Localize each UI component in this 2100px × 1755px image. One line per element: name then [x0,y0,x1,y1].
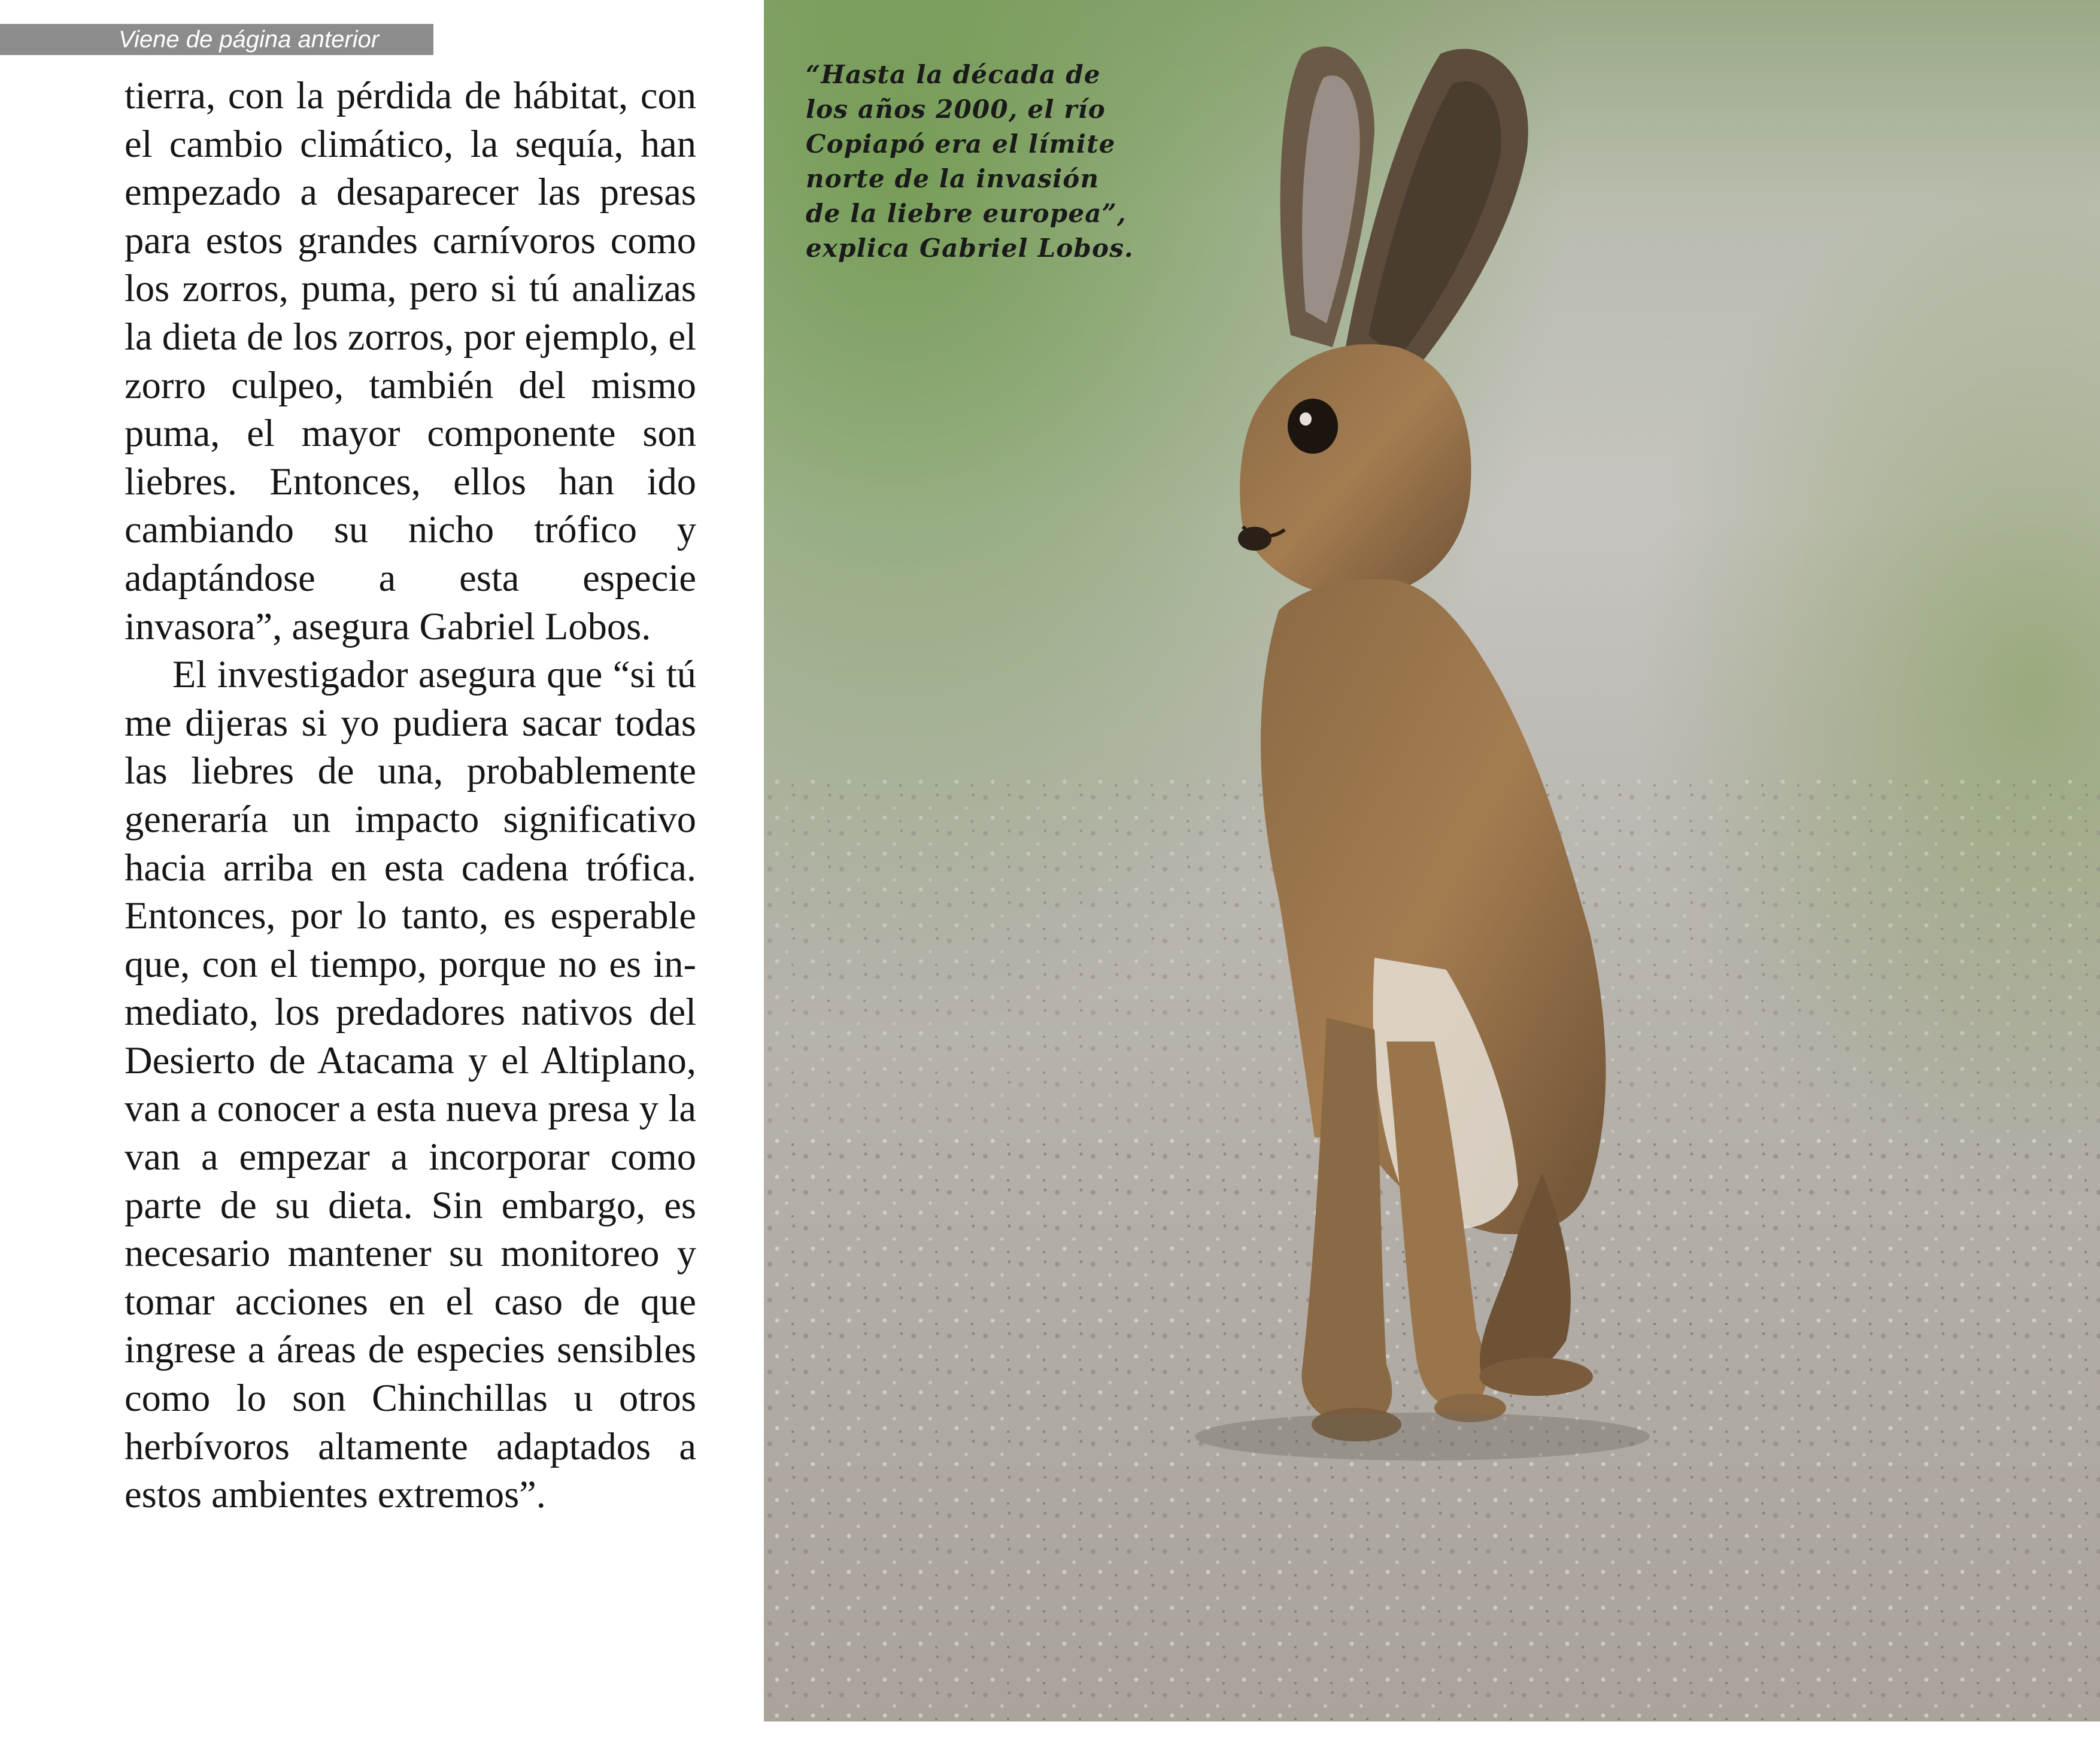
caption-line: Copiapó era el límite [806,129,1116,159]
caption-line: norte de la invasión [806,164,1100,193]
hare-photo [764,0,2100,1721]
caption-line: de la liebre europea”, [806,199,1127,228]
article-paragraph-1: tierra, con la pérdida de hábitat, con el cambio climático, la sequía, han empezado a desaparecer las presas para estos grandes carnívoros como los zorros, puma, pero si tú analizas la dieta de los zorros, por ejemplo, el zorro culpeo, también del mismo puma, el mayor componente son liebres. Entonces, ellos han ido cambiando su nicho trófico y adaptándose a esta especie invasora”, asegura Gabriel Lobos. [125,74,696,648]
article-paragraph-2: El investigador asegura que “si tú me dijeras si yo pudiera sacar todas las liebres de una, probablemente generaría un impacto significativo hacia arriba en esta cadena trófica. Entonces, por lo tanto, es esperable que, con el tiempo, porque no es inmediato, los predadores nativos del Desierto de Atacama y el Altiplano, van a conocer a esta nueva presa y la van a empezar a incorporar como parte de su dieta. Sin embargo, es necesario mantener su monitoreo y tomar acciones en el caso de que ingrese a áreas de especies sensibles como lo son Chinchillas u otros herbívoros altamente adaptados a estos ambientes extremos”. [125,653,696,1516]
photo-caption [806,57,1165,266]
continued-from-tag: Viene de página anterior [0,24,433,55]
article-column [125,72,696,1519]
caption-line: “Hasta la década de [806,60,1101,89]
caption-line: explica Gabriel Lobos. [806,233,1134,263]
caption-line: los años 2000, el río [806,95,1106,124]
